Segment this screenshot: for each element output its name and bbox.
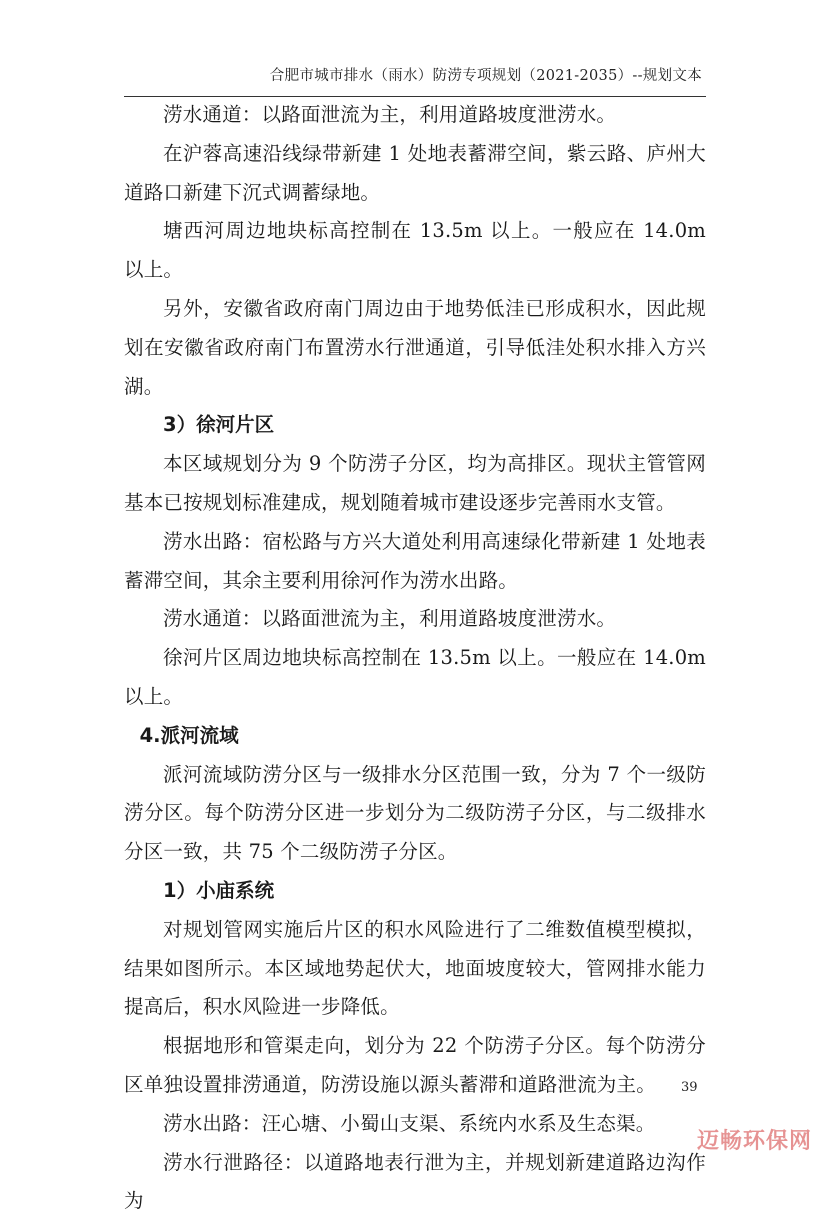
body-paragraph: 涝水通道：以路面泄流为主，利用道路坡度泄涝水。 (163, 607, 617, 631)
watermark-logo: 迈畅环保网 (696, 1129, 812, 1154)
body-paragraph: 涝水行泄路径：以道路地表行泄为主，并规划新建道路边沟作为 (124, 1150, 706, 1213)
subsection-heading: 3）徐河片区 (163, 413, 275, 437)
body-paragraph: 塘西河周边地块标高控制在 13.5m 以上。一般应在 14.0m 以上。 (124, 219, 706, 282)
subsection-heading: 1）小庙系统 (163, 878, 275, 902)
body-paragraph: 对规划管网实施后片区的积水风险进行了二维数值模型模拟，结果如图所示。本区域地势起伏大，地面坡度较大，管网排水能力提高后，积水风险进一步降低。 (124, 917, 706, 1019)
body-paragraph: 徐河片区周边地块标高控制在 13.5m 以上。一般应在 14.0m 以上。 (124, 646, 706, 708)
section-heading: 4.派河流域 (139, 723, 239, 747)
body-paragraph: 在沪蓉高速沿线绿带新建 1 处地表蓄滞空间，紫云路、庐州大道路口新建下沉式调蓄绿地。 (124, 141, 706, 204)
body-paragraph: 另外，安徽省政府南门周边由于地势低洼已形成积水，因此规划在安徽省政府南门布置涝水行泄通道，引导低洼处积水排入方兴湖。 (124, 296, 706, 398)
body-paragraph: 涝水出路：汪心塘、小蜀山支渠、系统内水系及生态渠。 (163, 1111, 656, 1135)
body-paragraph: 根据地形和管渠走向，划分为 22 个防涝子分区。每个防涝分区单独设置排涝通道，防涝设施以源头蓄滞和道路泄流为主。 (124, 1034, 706, 1096)
body-paragraph: 涝水通道：以路面泄流为主，利用道路坡度泄涝水。 (163, 103, 617, 126)
body-paragraph: 涝水出路：宿松路与方兴大道处利用高速绿化带新建 1 处地表蓄滞空间，其余主要利用徐河作为涝水出路。 (124, 529, 706, 592)
page-number: 39 (681, 1080, 698, 1095)
document-body (124, 96, 706, 1221)
body-paragraph: 派河流域防涝分区与一级排水分区范围一致，分为 7 个一级防涝分区。每个防涝分区进一步划分为二级防涝子分区，与二级排水分区一致，共 75 个二级防涝子分区。 (124, 762, 706, 864)
body-paragraph: 本区域规划分为 9 个防涝子分区，均为高排区。现状主管管网基本已按规划标准建成，规划随着城市建设逐步完善雨水支管。 (124, 452, 706, 514)
running-header: 合肥市城市排水（雨水）防涝专项规划（2021-2035）--规划文本 (269, 68, 702, 84)
